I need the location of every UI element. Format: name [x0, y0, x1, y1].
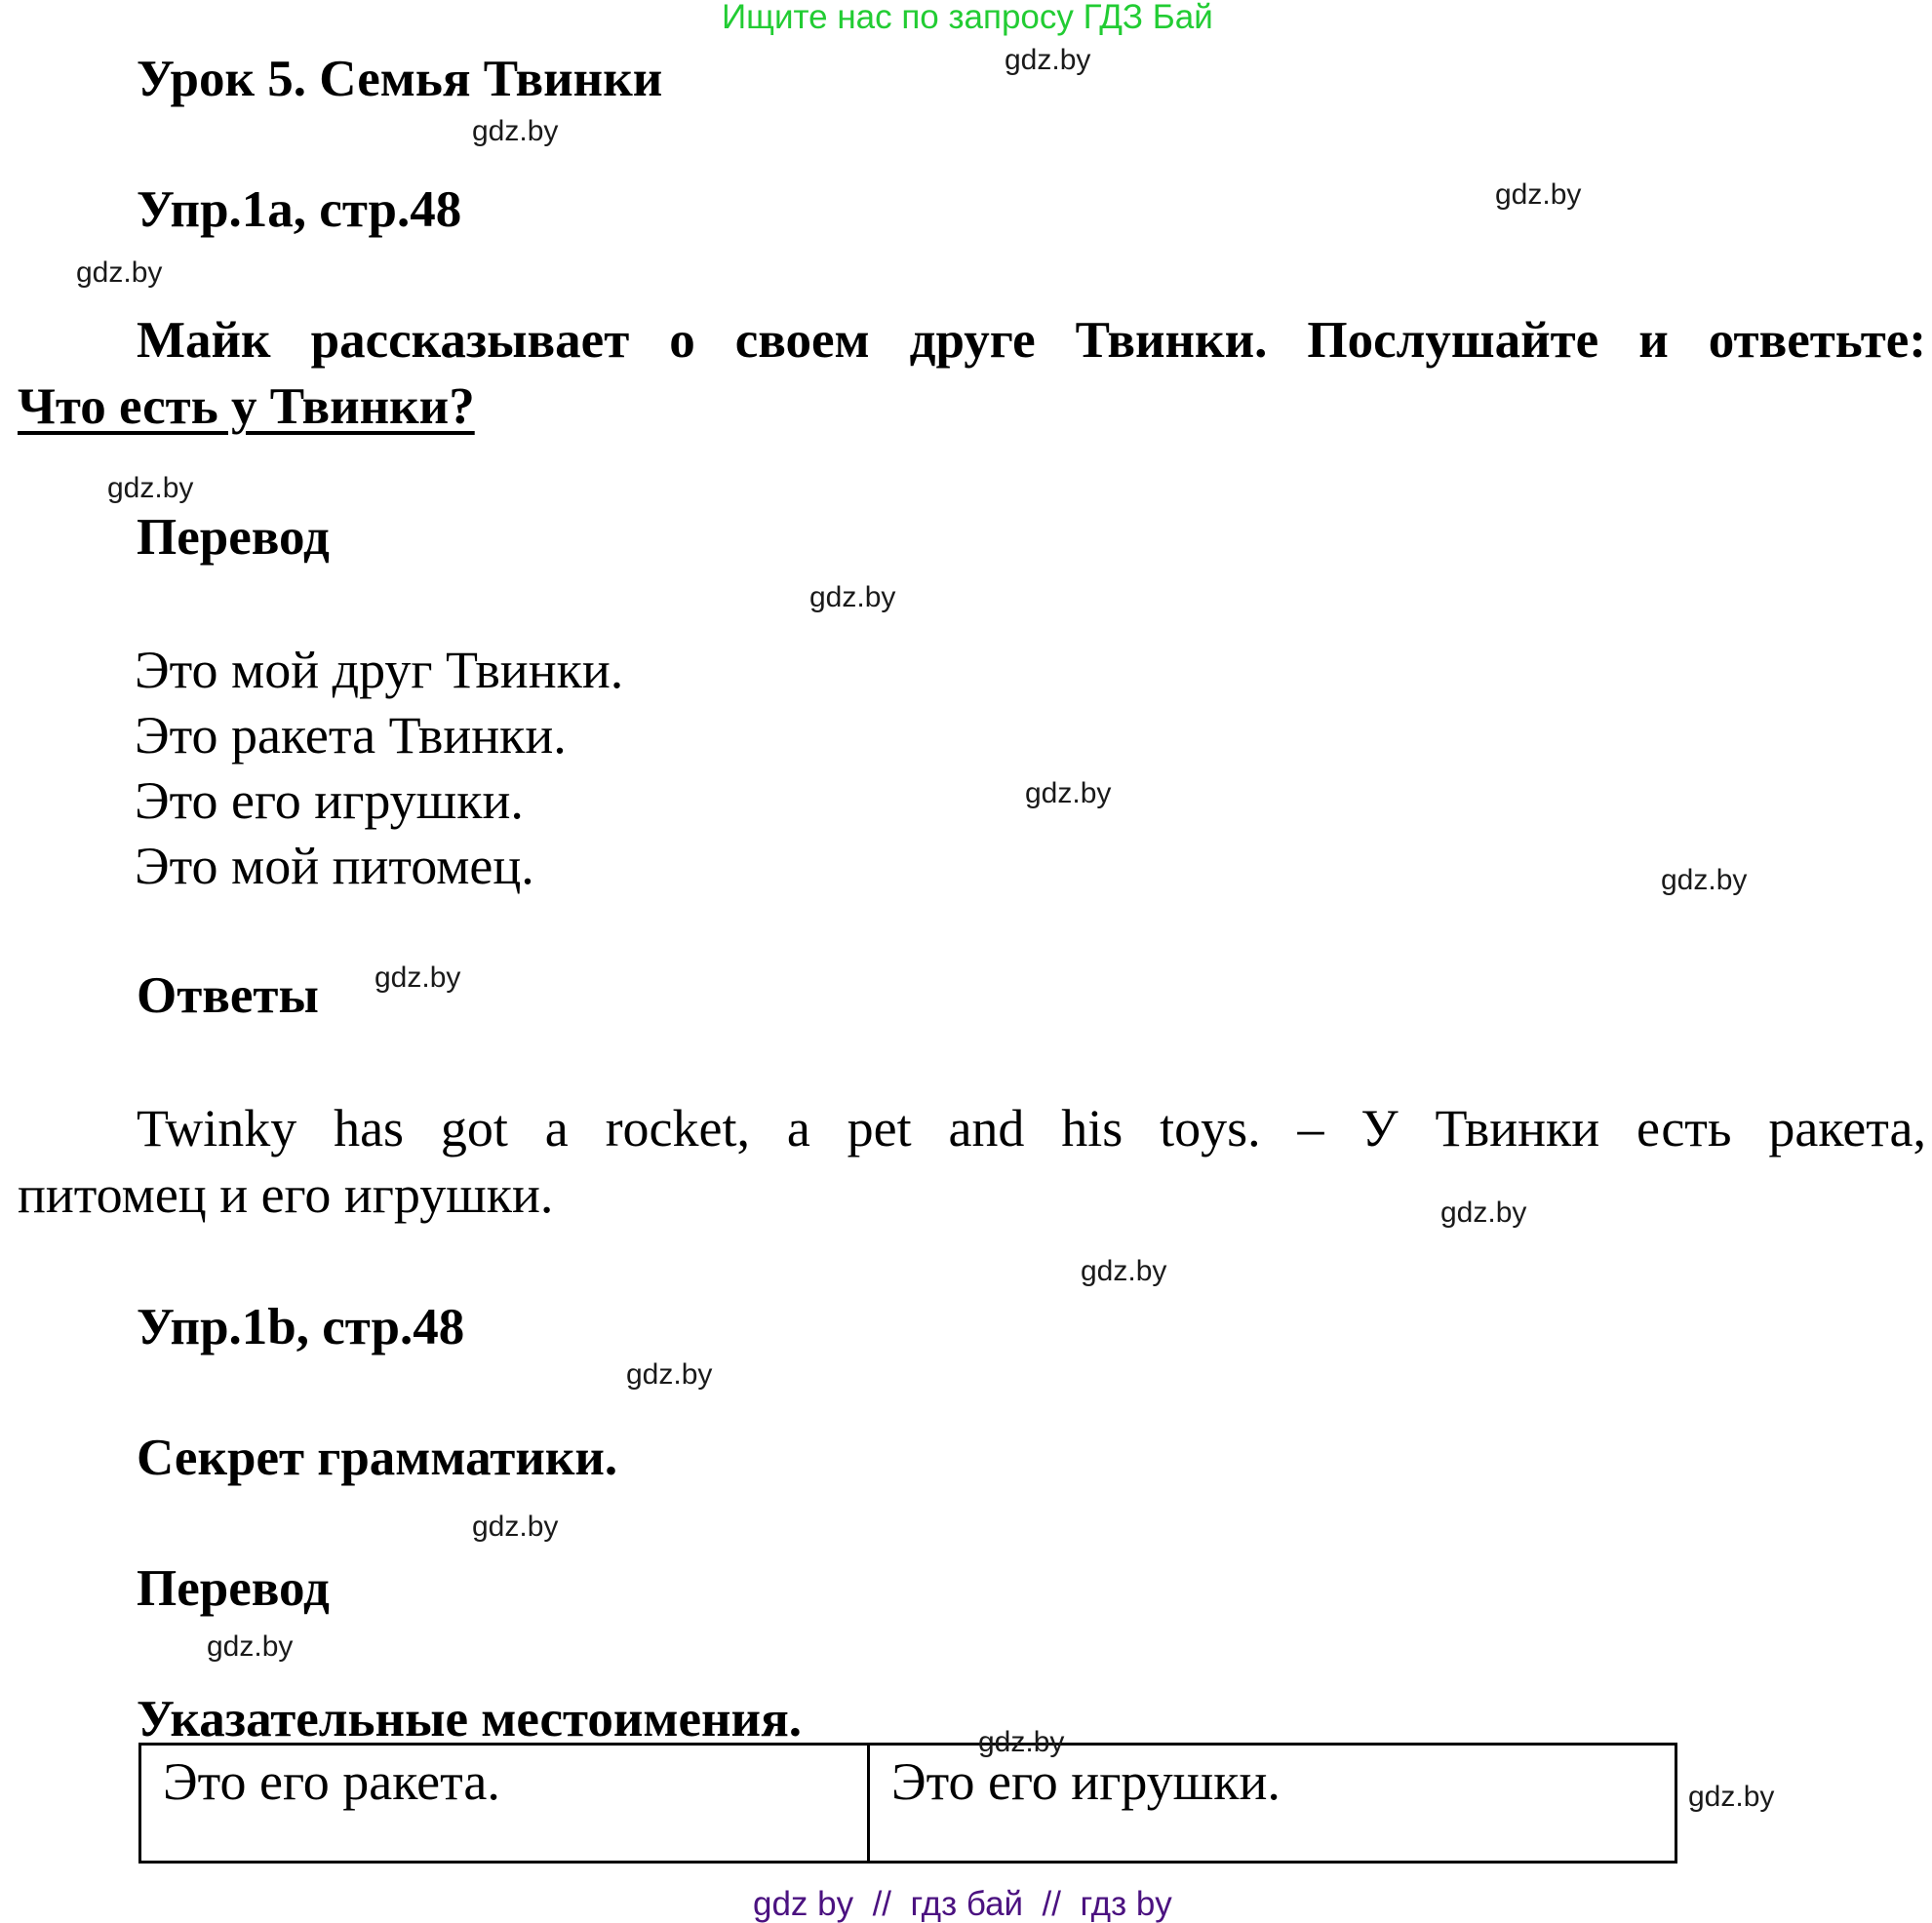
task-word: и — [1638, 312, 1669, 369]
table-cell: Это его игрушки. — [869, 1745, 1676, 1863]
exercise-1a-heading: Упр.1а, стр.48 — [137, 181, 462, 238]
watermark: gdz.by — [1005, 44, 1091, 76]
grammar-secret-heading: Секрет грамматики. — [137, 1430, 618, 1486]
answers-heading: Ответы — [137, 967, 319, 1024]
watermark: gdz.by — [1688, 1781, 1775, 1813]
task-word: Послушайте — [1307, 312, 1599, 369]
answer-word: есть — [1636, 1099, 1732, 1158]
task-word: Майк — [137, 312, 271, 369]
watermark: gdz.by — [375, 962, 461, 994]
watermark: gdz.by — [1025, 777, 1112, 809]
table-caption: Указательные местоимения. — [137, 1691, 803, 1747]
watermark: gdz.by — [626, 1358, 713, 1391]
watermark: gdz.by — [978, 1726, 1065, 1758]
watermark: gdz.by — [1661, 864, 1748, 896]
answer-word: a — [786, 1099, 810, 1158]
translation-line: Это мой друг Твинки. — [135, 641, 624, 699]
translation-heading-1a: Перевод — [137, 509, 330, 566]
translation-line: Это мой питомец. — [135, 837, 534, 895]
task-word: о — [669, 312, 695, 369]
answer-word: pet — [847, 1099, 912, 1158]
answer-word: ракета, — [1768, 1099, 1926, 1158]
answer-word: a — [544, 1099, 569, 1158]
task-word: своем — [734, 312, 870, 369]
watermark: gdz.by — [76, 256, 163, 289]
footer-watermark: gdz by // гдз бай // гдз by — [753, 1885, 1172, 1923]
watermark: gdz.by — [1081, 1255, 1167, 1287]
exercise-1b-heading: Упр.1b, стр.48 — [137, 1299, 465, 1355]
answer-word: Twinky — [137, 1099, 297, 1158]
exercise-1a-task-line — [137, 312, 1926, 369]
answer-line-2: питомец и его игрушки. — [18, 1165, 554, 1224]
answer-word: got — [440, 1099, 508, 1158]
task-word: Твинки. — [1075, 312, 1268, 369]
watermark: gdz.by — [1440, 1197, 1527, 1229]
answer-word: – — [1297, 1099, 1324, 1158]
answer-word: toys. — [1160, 1099, 1261, 1158]
pronouns-table — [138, 1743, 1677, 1864]
watermark: gdz.by — [1495, 178, 1582, 211]
watermark: gdz.by — [472, 115, 559, 147]
top-banner: Ищите нас по запросу ГДЗ Бай — [722, 0, 1213, 36]
answer-word: rocket, — [605, 1099, 750, 1158]
translation-line: Это его игрушки. — [135, 771, 524, 830]
answer-word: his — [1061, 1099, 1124, 1158]
task-word: рассказывает — [310, 312, 630, 369]
answer-word: Твинки — [1435, 1099, 1600, 1158]
watermark: gdz.by — [472, 1511, 559, 1543]
translation-line: Это ракета Твинки. — [135, 706, 567, 765]
watermark: gdz.by — [107, 472, 194, 504]
table-cell: Это его ракета. — [140, 1745, 869, 1863]
answer-word: and — [948, 1099, 1025, 1158]
watermark: gdz.by — [207, 1630, 294, 1663]
answer-word: has — [334, 1099, 405, 1158]
answer-word: У — [1360, 1099, 1399, 1158]
task-word: друге — [909, 312, 1036, 369]
exercise-1a-question: Что есть у Твинки? — [18, 378, 475, 435]
table-row — [140, 1745, 1676, 1863]
watermark: gdz.by — [809, 581, 896, 613]
task-word: ответьте: — [1708, 312, 1926, 369]
answer-line — [137, 1099, 1926, 1158]
translation-heading-1b: Перевод — [137, 1560, 330, 1617]
lesson-title: Урок 5. Семья Твинки — [137, 51, 663, 107]
